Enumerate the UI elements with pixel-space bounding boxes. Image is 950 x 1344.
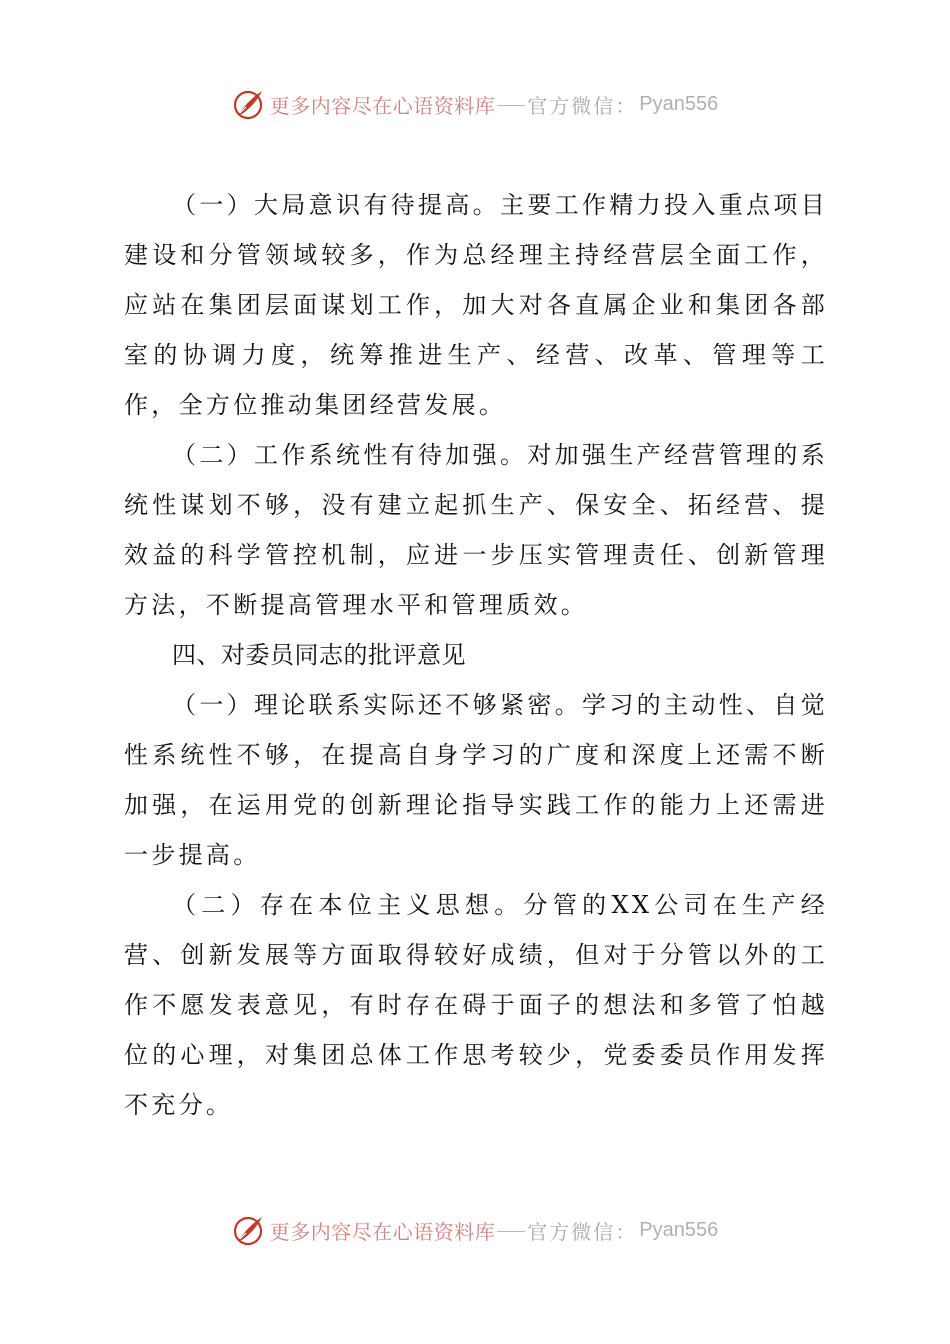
watermark-library-text: 更多内容尽在心语资料库 (269, 93, 496, 118)
watermark-wechat-id: Pyan556 (639, 1218, 719, 1241)
watermark-banner-bottom (0, 1210, 950, 1250)
quill-logo-icon (232, 1213, 266, 1247)
watermark-library-text: 更多内容尽在心语资料库 (269, 1219, 496, 1244)
document-body (124, 180, 828, 1130)
watermark-dash (497, 1231, 525, 1232)
paragraph-1: （一）大局意识有待提高。主要工作精力投入重点项目建设和分管领域较多，作为总经理主持经营层全面工作，应站在集团层面谋划工作，加大对各直属企业和集团各部室的协调力度，统筹推进生产、经营、改革、管理等工作，全方位推动集团经营发展。 (124, 191, 828, 419)
section-paragraph-1: （一）理论联系实际还不够紧密。学习的主动性、自觉性系统性不够，在提高自身学习的广度和深度上还需不断加强，在运用党的创新理论指导实践工作的能力上还需进一步提高。 (124, 691, 828, 869)
watermark-wechat-label: 官方微信： (527, 93, 638, 118)
watermark-wechat-label: 官方微信： (527, 1219, 638, 1244)
section-heading: 四、对委员同志的批评意见 (172, 641, 466, 669)
watermark-dash (497, 105, 525, 106)
section-paragraph-2: （二）存在本位主义思想。分管的XX公司在生产经营、创新发展等方面取得较好成绩，但对于分管以外的工作不愿发表意见，有时存在碍于面子的想法和多管了怕越位的心理，对集团总体工作思考较少，党委委员作用发挥不充分。 (124, 891, 828, 1119)
watermark-banner-top (0, 84, 950, 124)
paragraph-2: （二）工作系统性有待加强。对加强生产经营管理的系统性谋划不够，没有建立起抓生产、保安全、拓经营、提效益的科学管控机制，应进一步压实管理责任、创新管理方法，不断提高管理水平和管理质效。 (124, 441, 828, 619)
quill-logo-icon (232, 87, 266, 121)
watermark-wechat-id: Pyan556 (639, 92, 719, 115)
